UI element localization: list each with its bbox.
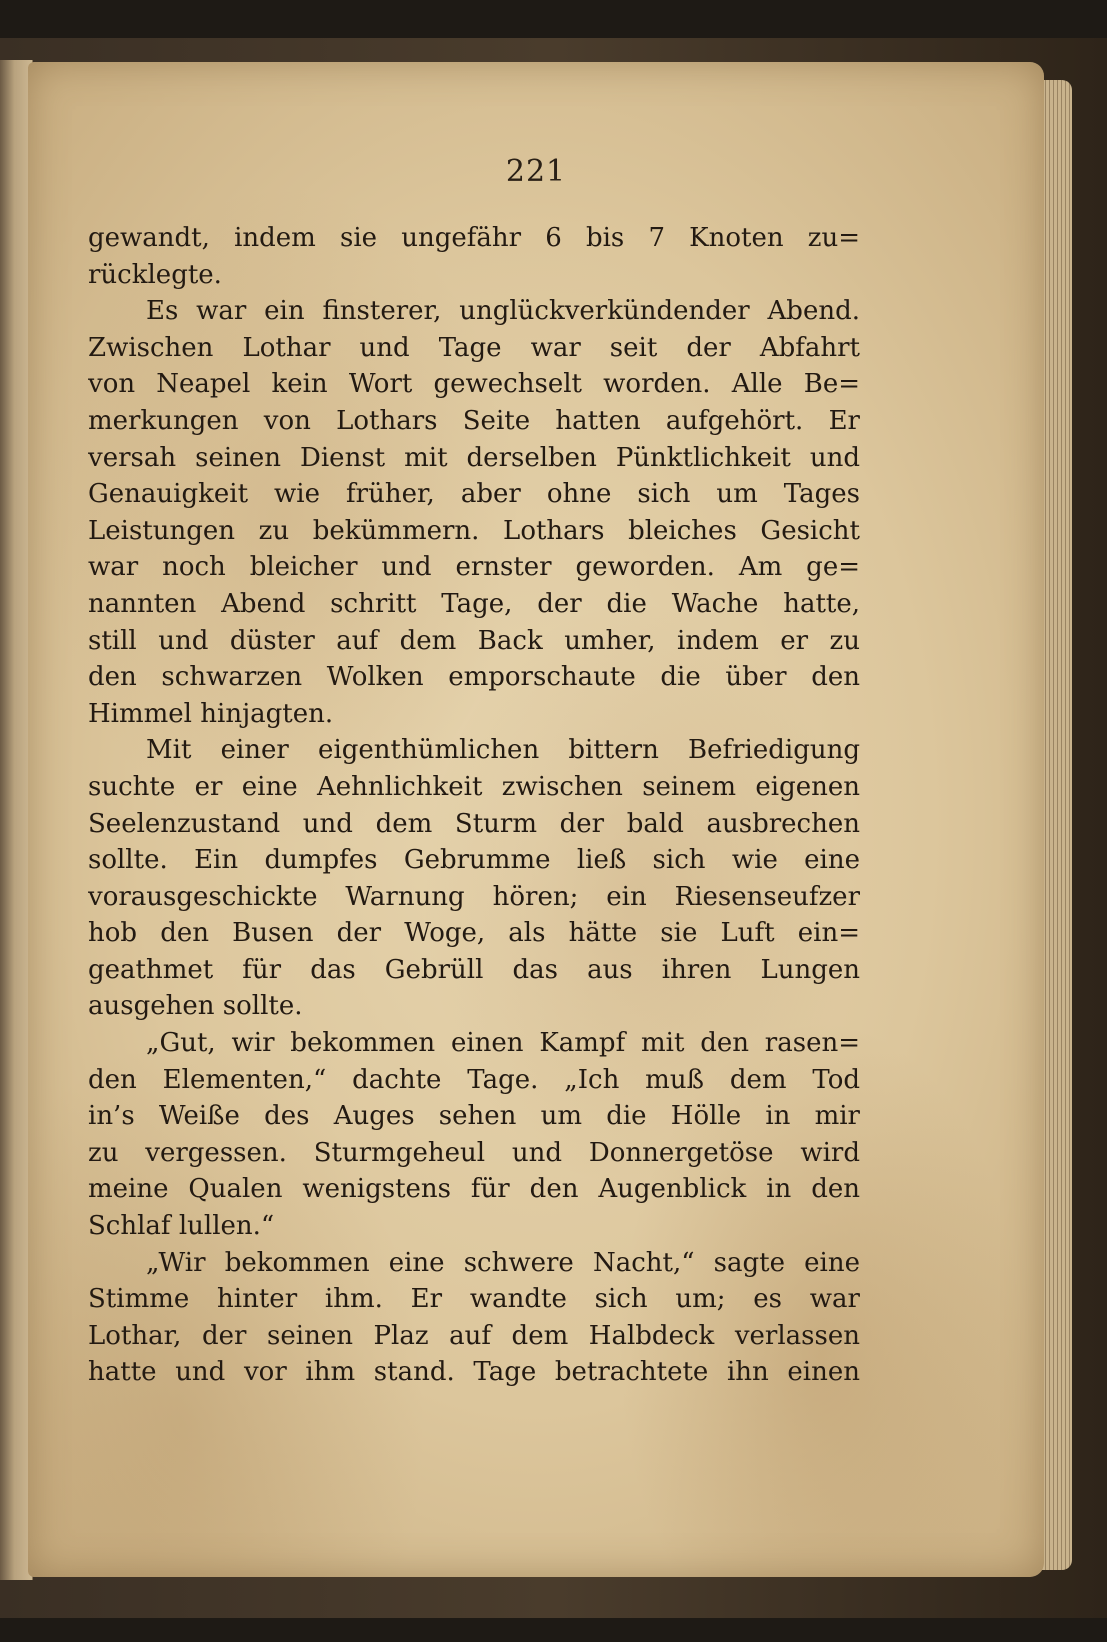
- text-line: Lothar, der seinen Plaz auf dem Halbdeck verlassen: [88, 1320, 860, 1351]
- text-line: Seelenzustand und dem Sturm der bald ausbrechen: [88, 808, 860, 839]
- book-page: [28, 62, 1044, 1577]
- text-line: ausgehen sollte.: [88, 991, 303, 1022]
- text-line: geathmet für das Gebrüll das aus ihren Lungen: [88, 954, 860, 985]
- text-line: „Wir bekommen eine schwere Nacht,“ sagte eine: [146, 1247, 860, 1278]
- text-line: merkungen von Lothars Seite hatten aufgehört. Er: [88, 405, 860, 436]
- page-number: 221: [505, 154, 567, 189]
- page-text: [88, 220, 860, 1391]
- text-line: vorausgeschickte Warnung hören; ein Riesenseufzer: [88, 881, 860, 912]
- text-line: sollte. Ein dumpfes Gebrumme ließ sich wie eine: [88, 845, 860, 876]
- text-line: nannten Abend schritt Tage, der die Wache hatte,: [88, 588, 860, 619]
- text-line: von Neapel kein Wort gewechselt worden. Alle Be=: [88, 369, 860, 400]
- text-line: Genauigkeit wie früher, aber ohne sich um Tages: [88, 479, 860, 510]
- text-line: versah seinen Dienst mit derselben Pünktlichkeit und: [88, 442, 860, 473]
- text-line: still und düster auf dem Back umher, indem er zu: [88, 625, 860, 656]
- text-line: hatte und vor ihm stand. Tage betrachtete ihn einen: [88, 1357, 860, 1388]
- text-line: Zwischen Lothar und Tage war seit der Abfahrt: [88, 332, 860, 363]
- text-line: Schlaf lullen.“: [88, 1211, 275, 1242]
- text-line: in’s Weiße des Auges sehen um die Hölle in mir: [88, 1101, 860, 1132]
- text-line: Stimme hinter ihm. Er wandte sich um; es war: [88, 1284, 860, 1315]
- text-line: war noch bleicher und ernster geworden. Am ge=: [88, 552, 860, 583]
- text-line: gewandt, indem sie ungefähr 6 bis 7 Knoten zu=: [88, 223, 860, 253]
- text-line: „Gut, wir bekommen einen Kampf mit den rasen=: [146, 1028, 860, 1059]
- text-line: meine Qualen wenigstens für den Augenblick in den: [88, 1174, 860, 1205]
- text-line: den Elementen,“ dachte Tage. „Ich muß dem Tod: [88, 1064, 860, 1095]
- text-line: Es war ein finsterer, unglückverkündender Abend.: [146, 296, 860, 327]
- text-line: Mit einer eigenthümlichen bittern Befriedigung: [146, 735, 860, 766]
- text-line: suchte er eine Aehnlichkeit zwischen seinem eigenen: [88, 771, 860, 802]
- text-line: den schwarzen Wolken emporschaute die über den: [88, 662, 860, 693]
- text-line: Leistungen zu bekümmern. Lothars bleiches Gesicht: [88, 515, 860, 546]
- text-line: hob den Busen der Woge, als hätte sie Luft ein=: [88, 918, 860, 949]
- text-line: rücklegte.: [88, 259, 222, 290]
- text-line: Himmel hinjagten.: [88, 698, 334, 729]
- text-line: zu vergessen. Sturmgeheul und Donnergetöse wird: [88, 1137, 860, 1168]
